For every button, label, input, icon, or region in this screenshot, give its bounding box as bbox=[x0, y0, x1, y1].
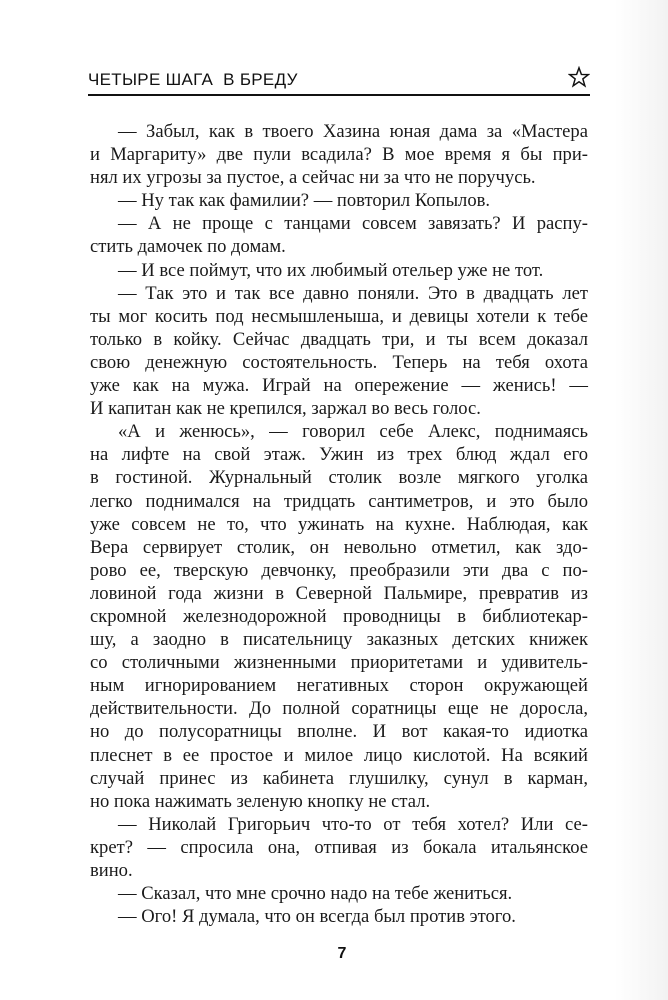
text-line: «А и женюсь», — говорил себе Алекс, поднимаясь bbox=[118, 421, 588, 443]
star-icon bbox=[568, 66, 590, 88]
paragraph bbox=[90, 120, 588, 189]
text-line: — Сказал, что мне срочно надо на тебе жениться. bbox=[118, 883, 513, 905]
text-line: свою денежную состоятельность. Теперь на тебя охота bbox=[90, 351, 588, 373]
paragraph bbox=[90, 212, 588, 258]
text-line: в гостиной. Журнальный столик возле мягкого уголка bbox=[90, 467, 588, 489]
paragraph bbox=[90, 813, 588, 882]
text-line: Вера сервирует столик, он невольно отметил, как здо- bbox=[90, 536, 588, 558]
text-line: ты мог косить под несмышленыша, и девицы хотели к тебе bbox=[90, 305, 588, 327]
text-line: — Забыл, как в твоего Хазина юная дама за «Мастера bbox=[118, 121, 588, 142]
text-line: случай принес из кабинета глушилку, сунул в карман, bbox=[90, 767, 588, 789]
running-head bbox=[88, 62, 590, 96]
text-line: — И все поймут, что их любимый отельер уже не тот. bbox=[118, 259, 544, 281]
text-line: уже как на мужа. Играй на опережение — женись! — bbox=[90, 375, 588, 397]
paragraph bbox=[90, 420, 588, 813]
text-line: рово ее, тверскую девчонку, преобразили эти два с по- bbox=[90, 559, 588, 581]
text-line: скромной железнодорожной проводницы в библиотекар- bbox=[90, 605, 588, 627]
text-line: со столичными жизненными приоритетами и удивитель- bbox=[90, 652, 588, 674]
body-text bbox=[90, 120, 588, 928]
text-line: шу, а заодно в писательницу заказных детских книжек bbox=[90, 629, 588, 651]
text-line: — Ну так как фамилии? — повторил Копылов. bbox=[118, 190, 491, 212]
text-line: ловиной года жизни в Северной Пальмире, превратив из bbox=[90, 582, 588, 604]
text-line: крет? — спросила она, отпивая из бокала итальянское bbox=[90, 836, 588, 858]
text-line: ным игнорированием негативных сторон окружающей bbox=[90, 675, 588, 697]
text-line: нял их угрозы за пустое, а сейчас ни за что не поручусь. bbox=[90, 167, 536, 189]
text-line: легко поднимался на тридцать сантиметров, и это было bbox=[90, 490, 588, 512]
running-title: ЧЕТЫРЕ ШАГА В БРЕДУ bbox=[88, 70, 298, 89]
text-line: И капитан как не крепился, заржал во весь голос. bbox=[90, 398, 481, 420]
paragraph bbox=[90, 882, 588, 905]
text-line: и Маргариту» две пули всадила? В мое время я бы при- bbox=[90, 144, 588, 166]
paragraph bbox=[90, 259, 588, 282]
text-line: уже совсем не то, что ужинать на кухне. Наблюдая, как bbox=[90, 513, 588, 535]
text-line: — Так это и так все давно поняли. Это в двадцать лет bbox=[118, 282, 588, 304]
text-line: но пока нажимать зеленую кнопку не стал. bbox=[90, 790, 431, 812]
text-line: действительности. До полной соратницы еще не доросла, bbox=[90, 698, 588, 720]
paragraph bbox=[90, 905, 588, 928]
text-line: — Николай Григорьич что-то от тебя хотел? Или се- bbox=[118, 813, 588, 835]
header-rule bbox=[88, 94, 590, 96]
text-line: — А не проще с танцами совсем завязать? И распу- bbox=[118, 213, 588, 235]
page-number: 7 bbox=[337, 945, 347, 962]
paragraph bbox=[90, 282, 588, 421]
text-line: но до полусоратницы вполне. И вот какая-то идиотка bbox=[90, 721, 588, 743]
text-line: — Ого! Я думала, что он всегда был против этого. bbox=[118, 906, 516, 928]
text-line: вино. bbox=[90, 860, 133, 881]
text-line: только в койку. Сейчас двадцать три, и ты всем доказал bbox=[90, 328, 588, 350]
text-line: стить дамочек по домам. bbox=[90, 236, 286, 258]
paragraph bbox=[90, 189, 588, 212]
text-line: на лифте на свой этаж. Ужин из трех блюд ждал его bbox=[90, 444, 588, 466]
text-line: плеснет в ее простое и милое лицо кислотой. На всякий bbox=[90, 744, 588, 766]
